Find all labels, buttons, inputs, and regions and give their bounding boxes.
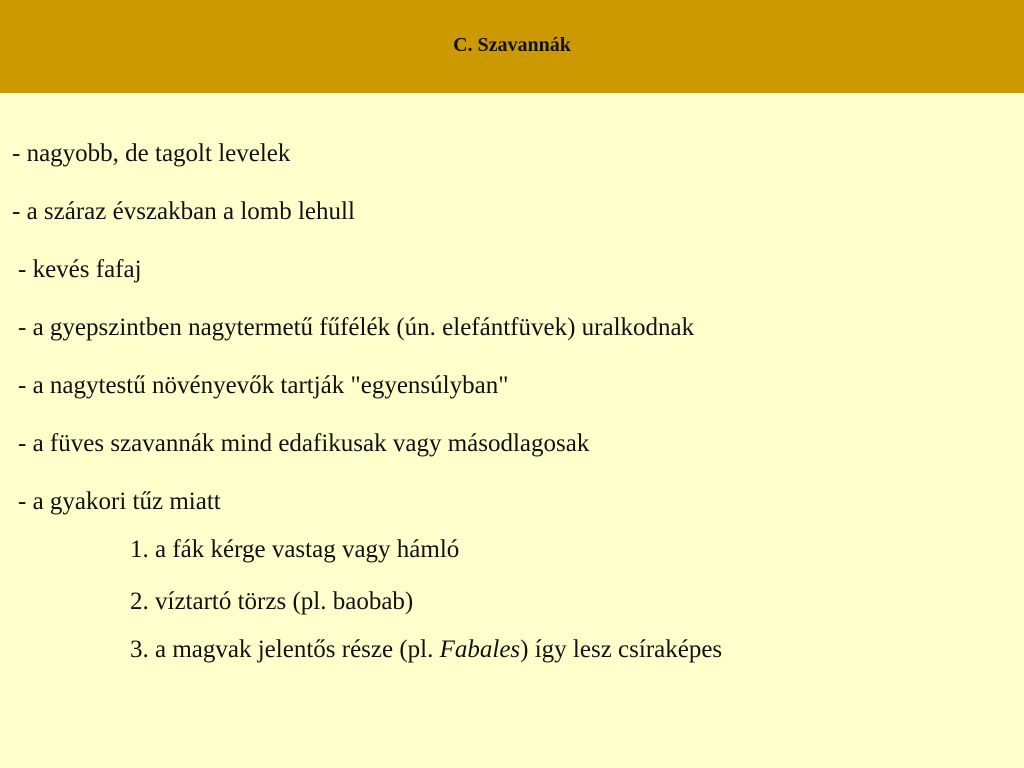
- slide-title: C. Szavannák: [453, 34, 571, 56]
- title-bar: [0, 0, 1024, 93]
- bullet-item: - a gyakori tűz miatt: [18, 488, 221, 515]
- bullet-item: - nagyobb, de tagolt levelek: [12, 140, 291, 167]
- bullet-item: - a száraz évszakban a lomb lehull: [12, 198, 355, 225]
- sub-list-item: 2. víztartó törzs (pl. baobab): [130, 588, 414, 615]
- sub-list-item-prefix: 3. a magvak jelentős része (pl.: [130, 636, 440, 663]
- bullet-item: - kevés fafaj: [18, 256, 142, 283]
- taxon-name: Fabales: [439, 636, 521, 663]
- bullet-item: - a füves szavannák mind edafikusak vagy másodlagosak: [18, 430, 590, 457]
- sub-list-item: [130, 635, 722, 665]
- bullet-item: - a nagytestű növényevők tartják "egyensúlyban": [18, 372, 509, 399]
- sub-list-item-suffix: ) így lesz csíraképes: [520, 636, 723, 663]
- sub-list-item: 1. a fák kérge vastag vagy hámló: [130, 536, 460, 563]
- bullet-item: - a gyepszintben nagytermetű fűfélék (ún. elefántfüvek) uralkodnak: [18, 314, 695, 341]
